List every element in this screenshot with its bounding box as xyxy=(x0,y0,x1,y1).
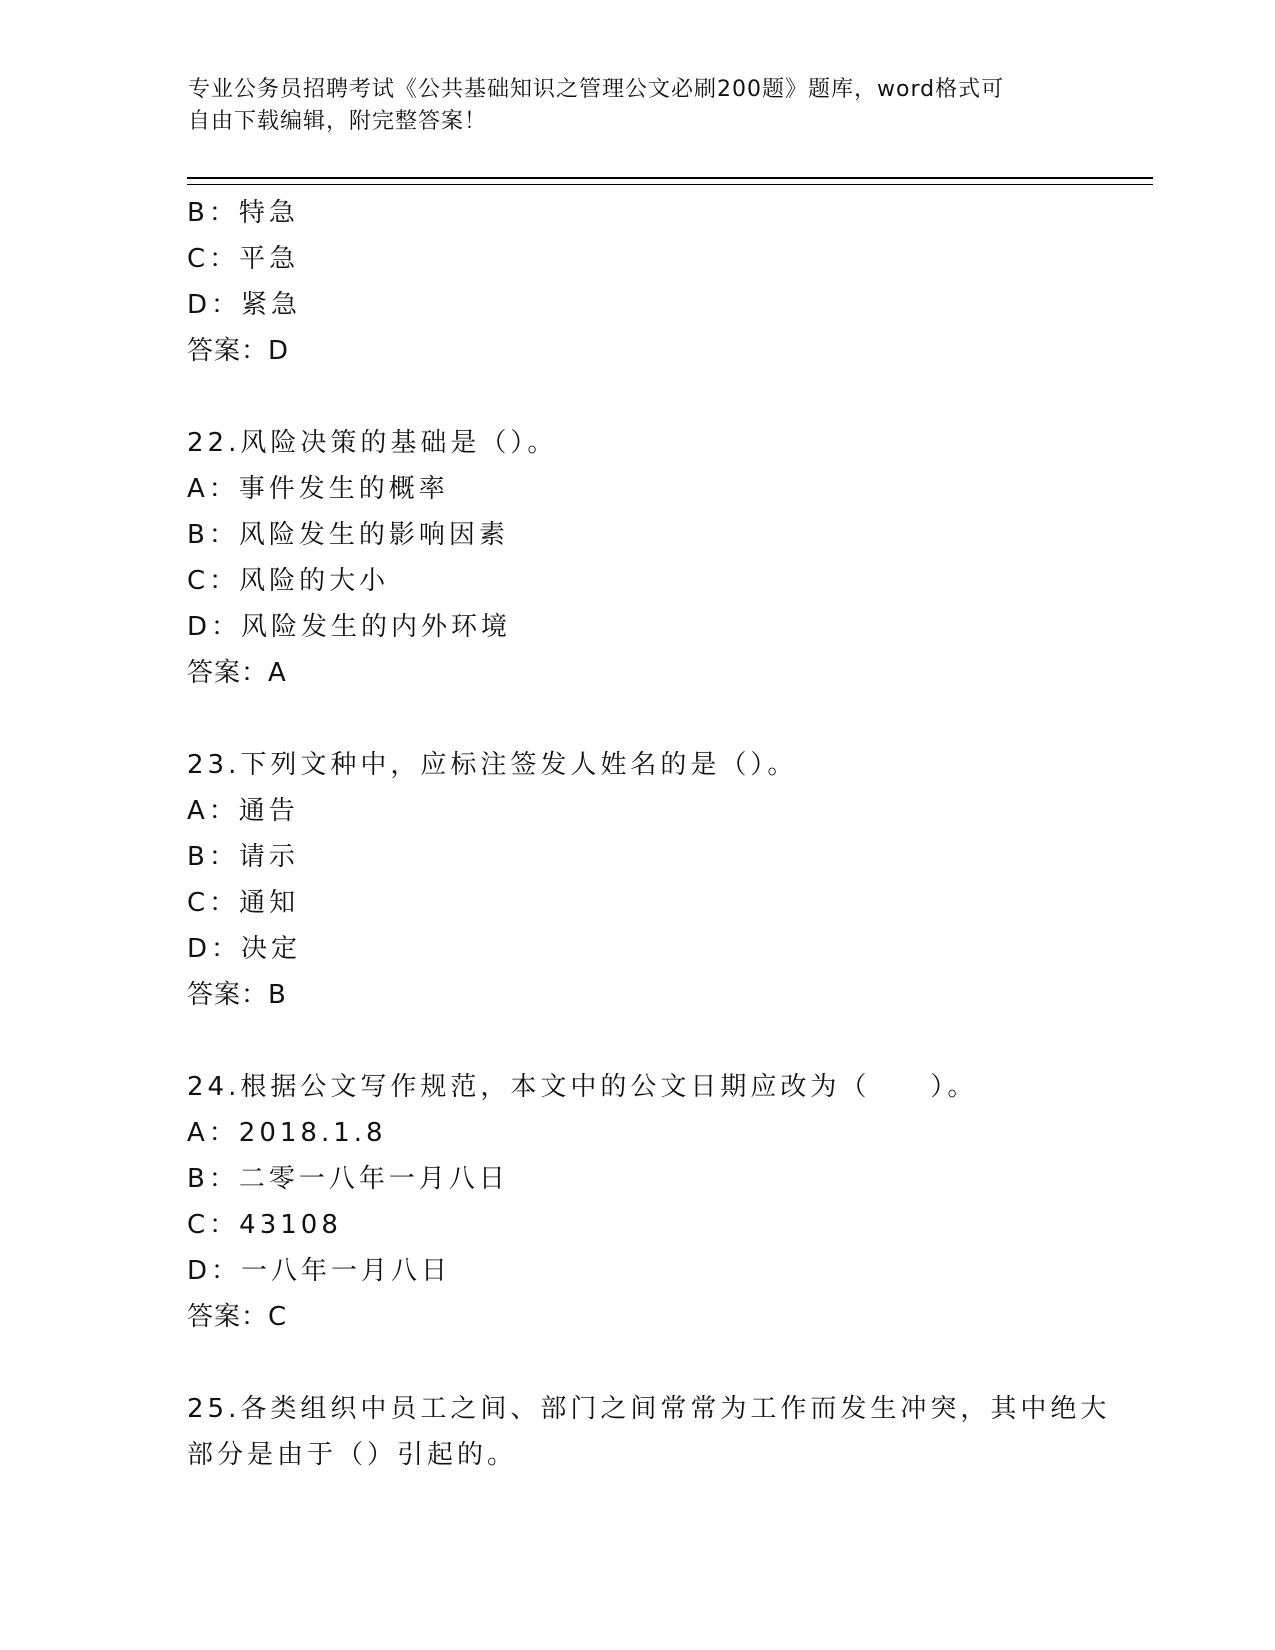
option-text: 风险的大小 xyxy=(239,566,390,596)
question-stem-line-2: 部分是由于（）引起的。 xyxy=(187,1440,518,1470)
question-24 xyxy=(187,1064,1147,1340)
option-b xyxy=(187,1156,1147,1202)
answer-line: 答案：C xyxy=(187,1302,288,1332)
spacer xyxy=(187,1340,1147,1386)
option-label: D： xyxy=(187,290,242,320)
answer-line: 答案：D xyxy=(187,336,290,366)
question-stem-line-1: 25.各类组织中员工之间、部门之间常常为工作而发生冲突，其中绝大 xyxy=(187,1394,1111,1424)
spacer xyxy=(187,374,1147,420)
question-21-tail xyxy=(187,190,1147,374)
option-c xyxy=(187,236,1147,282)
option-text: 通知 xyxy=(239,888,300,918)
option-text: 特急 xyxy=(238,198,299,228)
header-divider xyxy=(187,177,1153,185)
option-text: 平急 xyxy=(239,244,300,274)
option-a xyxy=(187,788,1147,834)
option-d xyxy=(187,1248,1147,1294)
option-label: B： xyxy=(187,520,239,550)
question-stem: 24.根据公文写作规范，本文中的公文日期应改为（ ）。 xyxy=(187,1072,978,1102)
question-stem: 23.下列文种中，应标注签发人姓名的是（）。 xyxy=(187,750,798,780)
option-a xyxy=(187,1110,1147,1156)
question-23 xyxy=(187,742,1147,1018)
header-line-2: 自由下载编辑，附完整答案！ xyxy=(188,109,488,134)
option-label: C： xyxy=(187,888,240,918)
option-b xyxy=(187,834,1147,880)
option-label: B： xyxy=(187,198,239,228)
option-text: 决定 xyxy=(241,934,302,964)
option-text: 紧急 xyxy=(241,290,302,320)
option-text: 请示 xyxy=(238,842,299,872)
option-d xyxy=(187,604,1147,650)
option-c xyxy=(187,1202,1147,1248)
option-text: 通告 xyxy=(238,796,299,826)
question-stem: 22.风险决策的基础是（）。 xyxy=(187,428,558,458)
option-label: B： xyxy=(187,842,239,872)
answer-line: 答案：A xyxy=(187,658,287,688)
option-c xyxy=(187,558,1147,604)
spacer xyxy=(187,696,1147,742)
question-25 xyxy=(187,1386,1147,1478)
option-label: C： xyxy=(187,1210,240,1240)
option-label: A： xyxy=(187,796,239,826)
option-b xyxy=(187,512,1147,558)
option-text: 一八年一月八日 xyxy=(241,1256,452,1286)
question-22 xyxy=(187,420,1147,696)
option-label: C： xyxy=(187,566,240,596)
option-c xyxy=(187,880,1147,926)
option-text: 43108 xyxy=(239,1210,342,1240)
question-list xyxy=(187,190,1147,1478)
option-text: 风险发生的影响因素 xyxy=(238,520,509,550)
option-b xyxy=(187,190,1147,236)
option-label: D： xyxy=(187,612,242,642)
option-d xyxy=(187,926,1147,972)
option-a xyxy=(187,466,1147,512)
option-label: A： xyxy=(187,474,239,504)
option-label: D： xyxy=(187,1256,242,1286)
answer-line: 答案：B xyxy=(187,980,287,1010)
option-label: C： xyxy=(187,244,240,274)
option-text: 风险发生的内外环境 xyxy=(241,612,512,642)
option-text: 2018.1.8 xyxy=(238,1118,387,1148)
option-label: A： xyxy=(187,1118,239,1148)
option-label: D： xyxy=(187,934,242,964)
option-text: 二零一八年一月八日 xyxy=(238,1164,509,1194)
header-line-1: 专业公务员招聘考试《公共基础知识之管理公文必刷200题》题库，word格式可 xyxy=(188,77,1005,102)
option-label: B： xyxy=(187,1164,239,1194)
option-d xyxy=(187,282,1147,328)
option-text: 事件发生的概率 xyxy=(238,474,449,504)
spacer xyxy=(187,1018,1147,1064)
document-header xyxy=(188,74,1068,138)
